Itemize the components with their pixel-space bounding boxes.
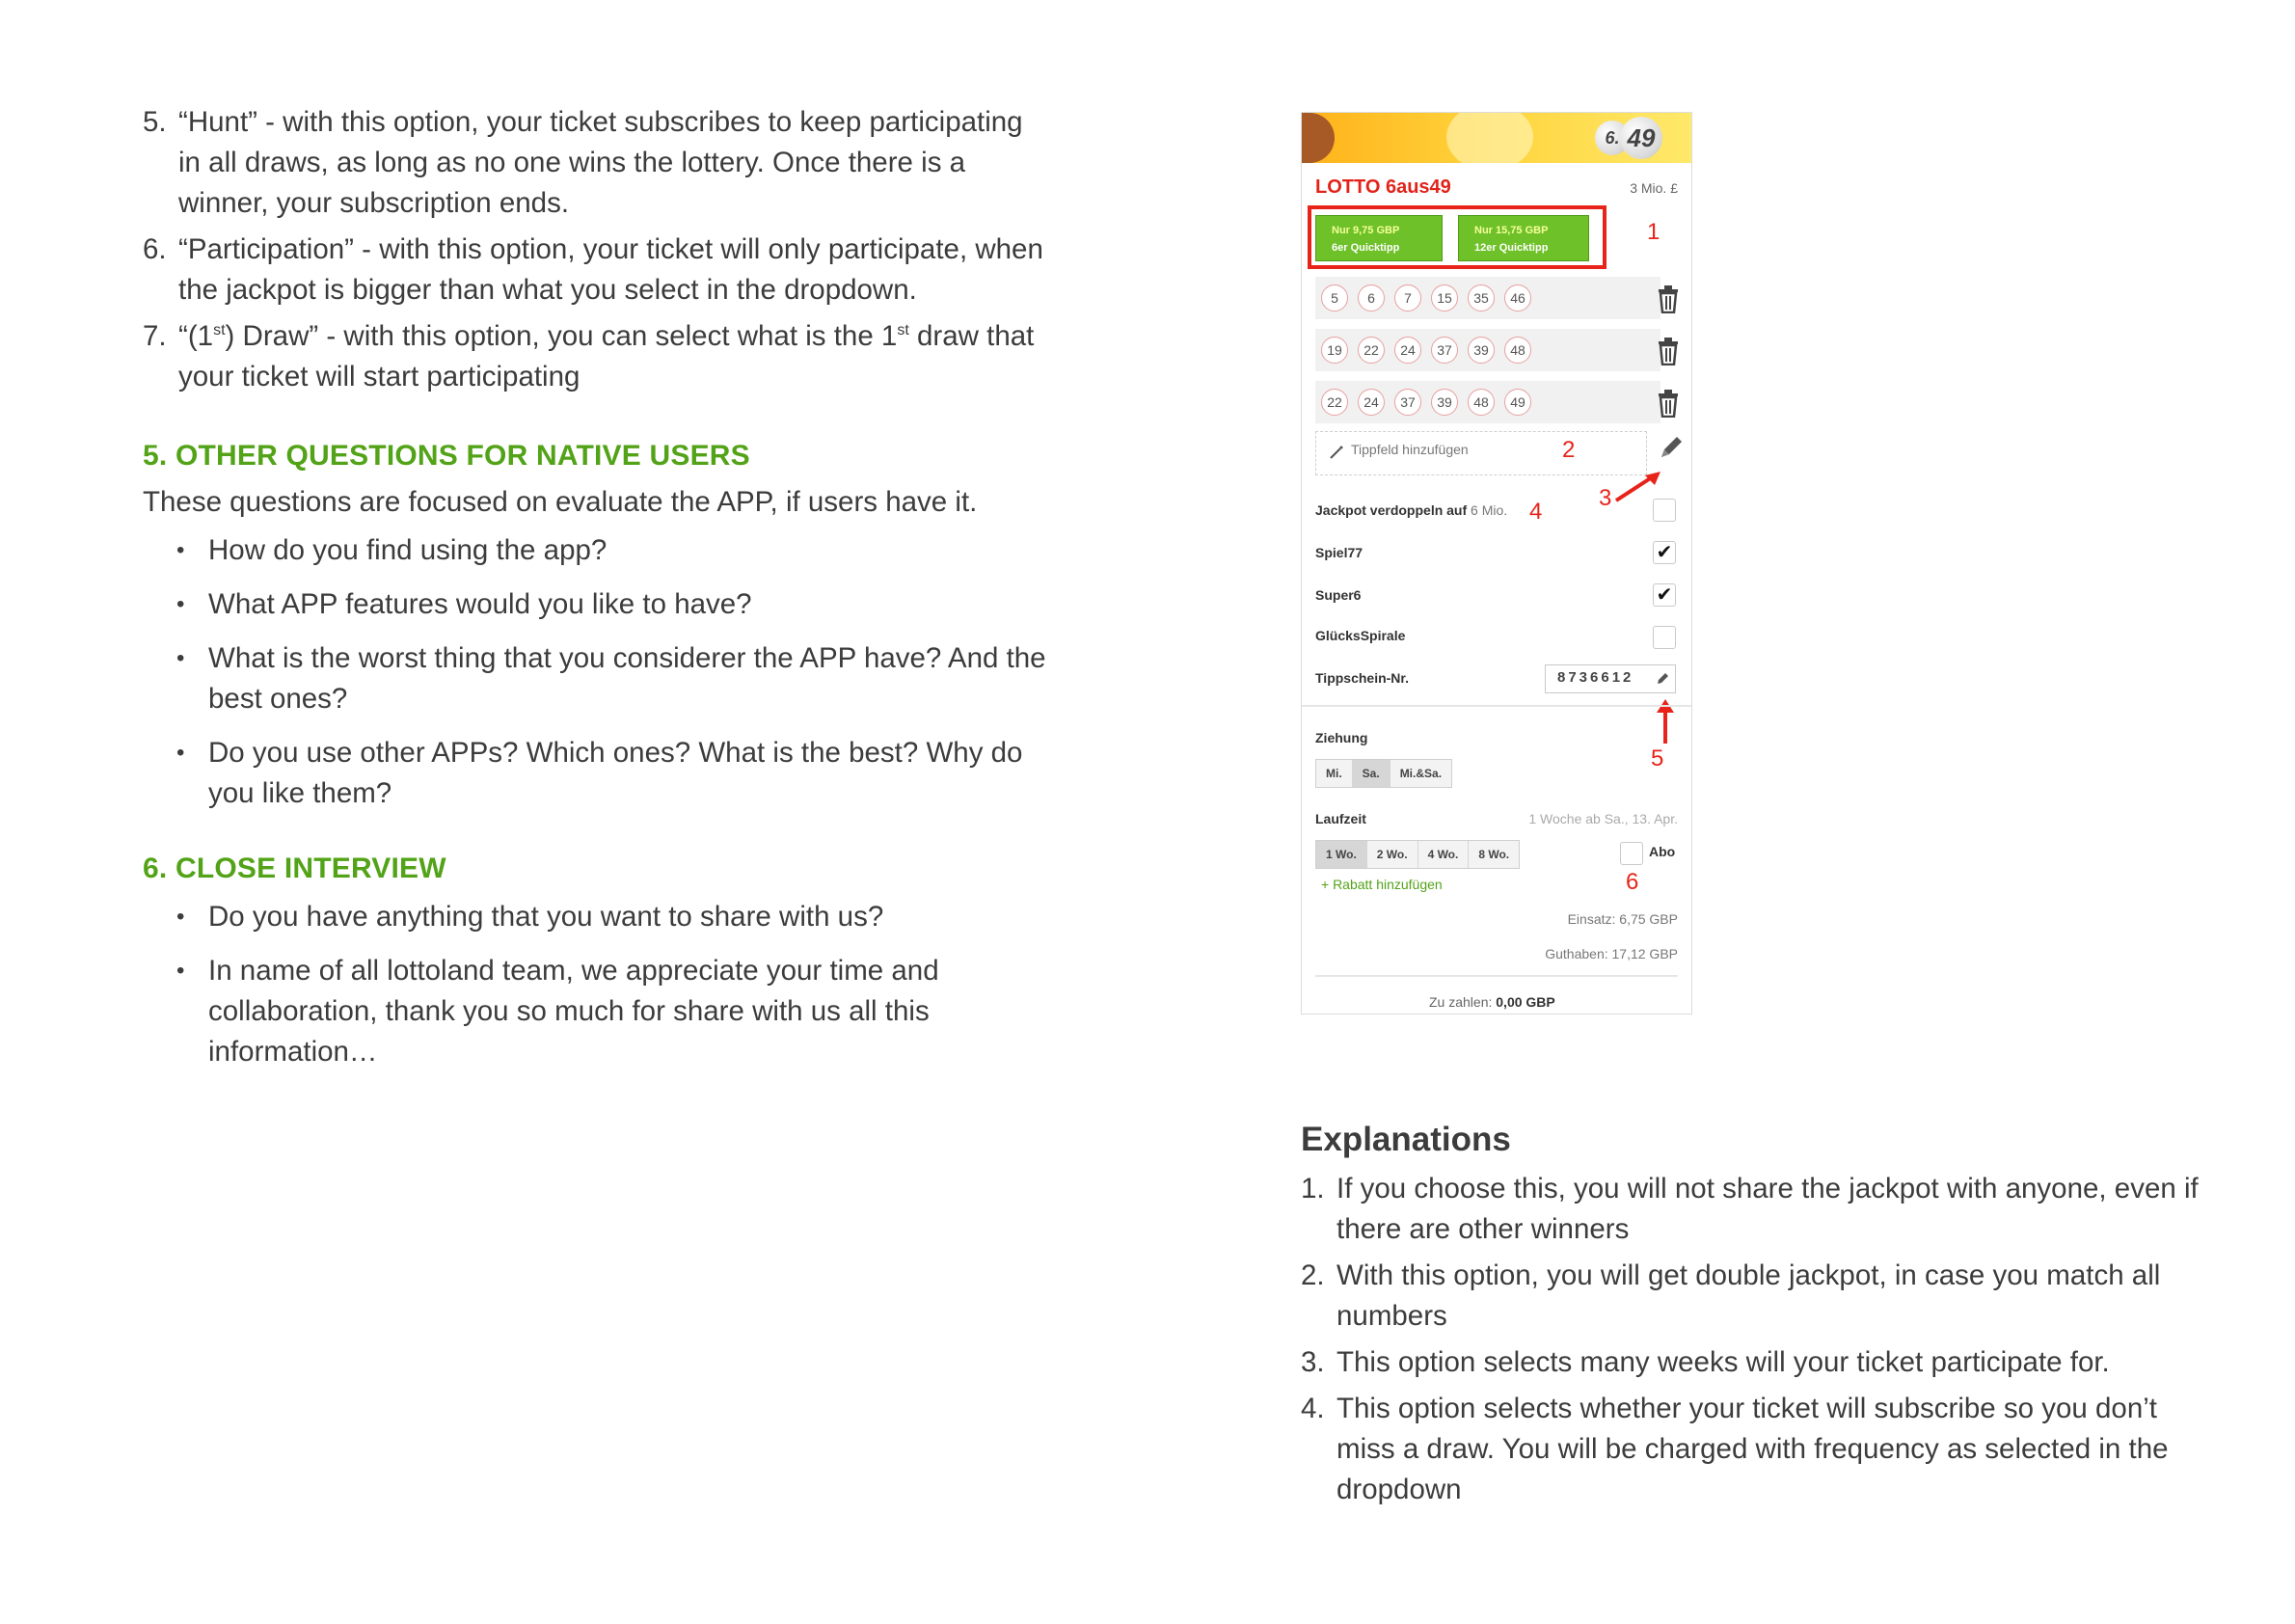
bullet-icon: • bbox=[176, 537, 185, 563]
bullet-icon: • bbox=[176, 958, 185, 984]
list-number: 2. bbox=[1301, 1259, 1325, 1291]
list-number: 1. bbox=[1301, 1173, 1325, 1204]
bullet-icon: • bbox=[176, 740, 185, 766]
number-ball: 22 bbox=[1358, 337, 1385, 364]
pencil-icon[interactable] bbox=[1657, 433, 1686, 462]
add-ticket-field-button[interactable] bbox=[1315, 431, 1647, 475]
total-due bbox=[1429, 994, 1555, 1010]
draw-option-misa[interactable]: Mi.&Sa. bbox=[1390, 760, 1451, 787]
number-ball: 48 bbox=[1468, 389, 1495, 416]
list-item bbox=[143, 897, 1049, 937]
annotation-number: 6 bbox=[1626, 869, 1639, 895]
number-ball: 24 bbox=[1358, 389, 1385, 416]
divider bbox=[1315, 975, 1678, 977]
double-jackpot-label bbox=[1315, 502, 1507, 518]
abo-checkbox[interactable] bbox=[1620, 842, 1643, 865]
button-label: 6er Quicktipp bbox=[1332, 242, 1400, 254]
draw-option-sa[interactable]: Sa. bbox=[1353, 760, 1390, 787]
list-number: 3. bbox=[1301, 1346, 1325, 1378]
number-ball: 35 bbox=[1468, 284, 1495, 311]
abo-label: Abo bbox=[1649, 844, 1676, 859]
list-item bbox=[143, 951, 1049, 1072]
laufzeit-label: Laufzeit bbox=[1315, 811, 1366, 826]
add-field-label: Tippfeld hinzufügen bbox=[1351, 442, 1469, 457]
option-list bbox=[143, 102, 1049, 397]
draw-option-mi[interactable]: Mi. bbox=[1316, 760, 1353, 787]
explanations-section bbox=[1301, 1117, 2207, 1516]
number-ball: 5 bbox=[1321, 284, 1348, 311]
left-column bbox=[143, 102, 1049, 1086]
list-text: ) Draw” - with this option, you can select what is the 1 bbox=[225, 320, 898, 352]
jackpot-amount: 3 Mio. £ bbox=[1630, 180, 1678, 196]
ticket-number-field[interactable] bbox=[1545, 664, 1676, 693]
pencil-icon bbox=[1656, 672, 1669, 686]
list-item bbox=[1301, 1342, 2207, 1383]
list-text: Do you use other APPs? Which ones? What is the best? Why do you like them? bbox=[208, 737, 1023, 809]
button-price: Nur 15,75 GBP bbox=[1474, 225, 1549, 236]
ticket-number-label: Tippschein-Nr. bbox=[1315, 670, 1409, 686]
spiel77-label: Spiel77 bbox=[1315, 545, 1364, 560]
annotation-number: 4 bbox=[1529, 499, 1543, 525]
button-label: 12er Quicktipp bbox=[1474, 242, 1549, 254]
number-ball: 22 bbox=[1321, 389, 1348, 416]
list-text: With this option, you will get double jackpot, in case you match all numbers bbox=[1336, 1259, 2161, 1332]
superscript: st bbox=[213, 322, 226, 339]
list-text: This option selects many weeks will your ticket participate for. bbox=[1336, 1346, 2110, 1378]
bullet-icon: • bbox=[176, 904, 185, 930]
number-ball: 48 bbox=[1504, 337, 1531, 364]
superscript: st bbox=[897, 322, 909, 339]
spiel77-checkbox[interactable]: ✔ bbox=[1653, 541, 1676, 564]
bullet-icon: • bbox=[176, 645, 185, 671]
number-ball: 39 bbox=[1431, 389, 1458, 416]
trash-icon[interactable] bbox=[1657, 284, 1680, 313]
list-text: “Hunt” - with this option, your ticket subscribes to keep participating in all draws, as long as no one wins the lottery. Once there is a winner, your subscription ends. bbox=[178, 106, 1023, 219]
number-ball: 37 bbox=[1394, 389, 1421, 416]
stake-amount: Einsatz: 6,75 GBP bbox=[1567, 911, 1678, 927]
list-text: “(1 bbox=[178, 320, 214, 352]
option-label: Jackpot verdoppeln auf bbox=[1315, 502, 1468, 518]
duration-option[interactable]: 2 Wo. bbox=[1367, 841, 1418, 868]
number-ball: 15 bbox=[1431, 284, 1458, 311]
gluecksspirale-checkbox[interactable] bbox=[1653, 626, 1676, 649]
list-number: 5. bbox=[143, 106, 167, 138]
draw-selector[interactable] bbox=[1315, 759, 1452, 788]
number-ball: 37 bbox=[1431, 337, 1458, 364]
banner-image bbox=[1302, 113, 1691, 163]
list-item bbox=[143, 316, 1049, 397]
magic-wand-icon bbox=[1330, 446, 1343, 459]
trash-icon[interactable] bbox=[1657, 337, 1680, 365]
annotation-number: 5 bbox=[1651, 745, 1664, 771]
list-item bbox=[143, 733, 1049, 814]
ziehung-label: Ziehung bbox=[1315, 730, 1368, 745]
annotation-number: 1 bbox=[1647, 219, 1660, 245]
section-title: 6. CLOSE INTERVIEW bbox=[143, 853, 446, 884]
list-item bbox=[143, 638, 1049, 719]
annotation-number: 2 bbox=[1562, 437, 1576, 463]
super6-label: Super6 bbox=[1315, 587, 1362, 603]
list-text: This option selects whether your ticket will subscribe so you don’t miss a draw. You will be charged with frequency as selected in the dropdown bbox=[1336, 1393, 2169, 1505]
number-ball: 7 bbox=[1394, 284, 1421, 311]
list-number: 7. bbox=[143, 320, 167, 352]
trash-icon[interactable] bbox=[1657, 389, 1680, 418]
ticket-row[interactable] bbox=[1315, 329, 1660, 371]
list-item bbox=[1301, 1169, 2207, 1250]
number-ball: 39 bbox=[1468, 337, 1495, 364]
total-label: Zu zahlen: bbox=[1429, 994, 1493, 1010]
duration-option[interactable]: 1 Wo. bbox=[1316, 841, 1367, 868]
list-text: How do you find using the app? bbox=[208, 534, 608, 566]
section-title: 5. OTHER QUESTIONS FOR NATIVE USERS bbox=[143, 440, 750, 472]
explanations-list bbox=[1301, 1169, 2207, 1510]
total-value: 0,00 GBP bbox=[1496, 994, 1555, 1010]
duration-selector[interactable] bbox=[1315, 840, 1520, 869]
explanations-title: Explanations bbox=[1301, 1121, 1511, 1158]
ticket-row[interactable] bbox=[1315, 277, 1660, 319]
balance-amount: Guthaben: 17,12 GBP bbox=[1545, 946, 1678, 961]
double-jackpot-checkbox[interactable] bbox=[1653, 499, 1676, 522]
list-text: If you choose this, you will not share the jackpot with anyone, even if there are other winners bbox=[1336, 1173, 2199, 1245]
button-price: Nur 9,75 GBP bbox=[1332, 225, 1400, 236]
list-text: Do you have anything that you want to share with us? bbox=[208, 901, 884, 933]
lotto-ball-icon: 6. bbox=[1595, 121, 1630, 155]
quicktipp-12-button[interactable] bbox=[1458, 215, 1589, 261]
duration-option[interactable]: 4 Wo. bbox=[1418, 841, 1470, 868]
number-ball: 6 bbox=[1358, 284, 1385, 311]
annotation-number: 3 bbox=[1599, 485, 1612, 511]
question-list bbox=[143, 530, 1049, 814]
super6-checkbox[interactable]: ✔ bbox=[1653, 583, 1676, 607]
list-item bbox=[143, 102, 1049, 224]
number-ball: 49 bbox=[1504, 389, 1531, 416]
list-item bbox=[143, 530, 1049, 571]
list-item bbox=[1301, 1389, 2207, 1510]
list-number: 6. bbox=[143, 233, 167, 265]
list-text: What APP features would you like to have? bbox=[208, 588, 752, 620]
lotto-widget bbox=[1301, 112, 1692, 1015]
lotto-ball-icon: 49 bbox=[1620, 117, 1662, 159]
clover-icon bbox=[1446, 113, 1533, 163]
ticket-row[interactable] bbox=[1315, 381, 1660, 423]
widget-title: LOTTO 6aus49 bbox=[1315, 176, 1451, 198]
list-item bbox=[143, 230, 1049, 311]
list-item bbox=[143, 584, 1049, 625]
divider bbox=[1302, 705, 1691, 707]
number-ball: 19 bbox=[1321, 337, 1348, 364]
option-value: 6 Mio. bbox=[1471, 502, 1508, 518]
number-ball: 24 bbox=[1394, 337, 1421, 364]
banner-photo bbox=[1302, 113, 1335, 163]
duration-option[interactable]: 8 Wo. bbox=[1469, 841, 1519, 868]
list-text: draw that your ticket will start participating bbox=[178, 320, 1035, 392]
list-text: What is the worst thing that you considerer the APP have? And the best ones? bbox=[208, 642, 1046, 715]
gluecksspirale-label: GlücksSpirale bbox=[1315, 628, 1406, 643]
add-discount-link[interactable]: + Rabatt hinzufügen bbox=[1321, 877, 1443, 892]
list-number: 4. bbox=[1301, 1393, 1325, 1424]
quicktipp-6-button[interactable] bbox=[1315, 215, 1443, 261]
list-item bbox=[1301, 1256, 2207, 1337]
list-text: “Participation” - with this option, your ticket will only participate, when the jackpot is bigger than what you select in the dropdown. bbox=[178, 233, 1043, 306]
closing-list bbox=[143, 897, 1049, 1072]
section-intro: These questions are focused on evaluate the APP, if users have it. bbox=[143, 486, 978, 518]
bullet-icon: • bbox=[176, 591, 185, 617]
number-ball: 46 bbox=[1504, 284, 1531, 311]
list-text: In name of all lottoland team, we appreciate your time and collaboration, thank you so much for share with us all this information… bbox=[208, 955, 939, 1068]
laufzeit-info: 1 Woche ab Sa., 13. Apr. bbox=[1528, 811, 1678, 826]
ticket-number-value: 8736612 bbox=[1557, 669, 1634, 686]
